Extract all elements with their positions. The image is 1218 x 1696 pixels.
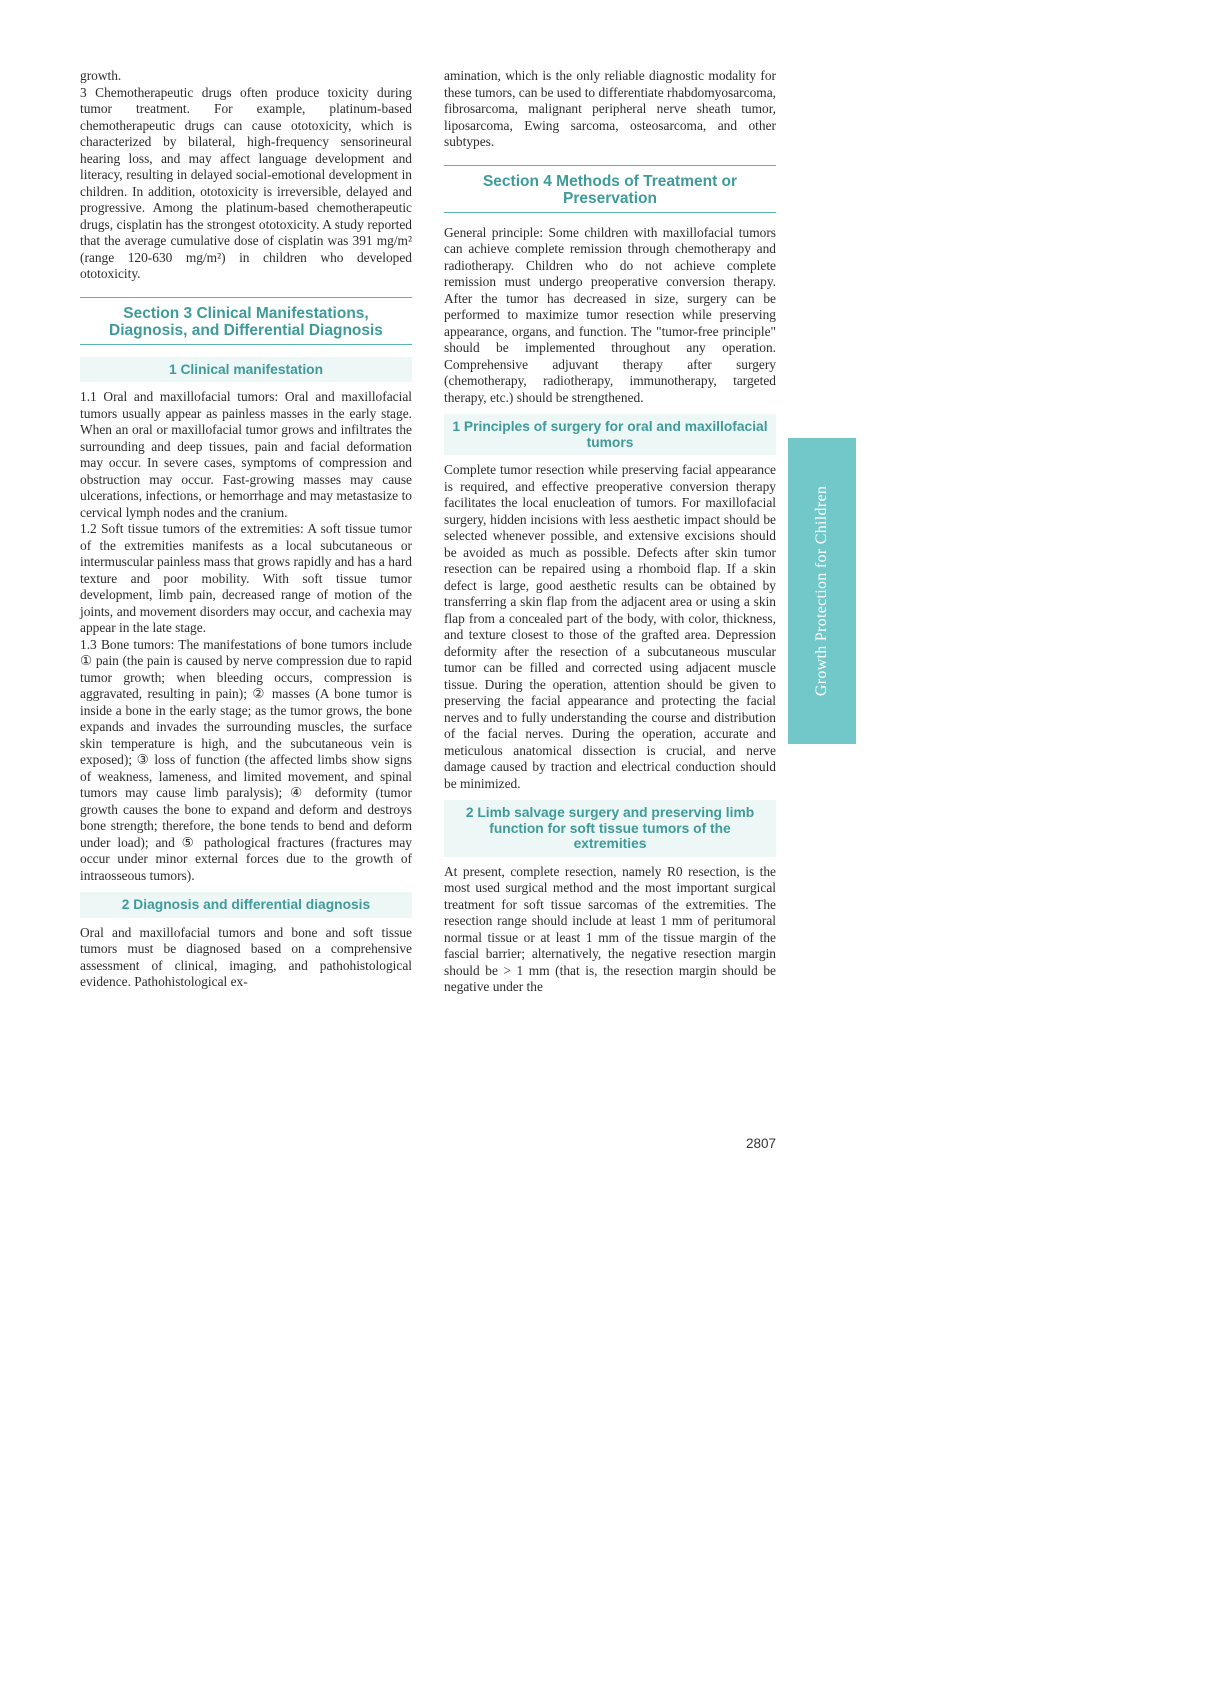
- section-4-heading: Section 4 Methods of Treatment or Preservation: [444, 165, 776, 213]
- paragraph-examination: amination, which is the only reliable diagnostic modality for these tumors, can be used to differentiate rhabdomyosarcoma, fibrosarcoma, malignant peripheral nerve sheath tumor, liposarcoma, Ewing sarcoma, osteosarcoma, and other subtypes.: [444, 68, 776, 149]
- paragraph-diagnosis: Oral and maxillofacial tumors and bone and soft tissue tumors must be diagnosed based on a comprehensive assessment of clinical, imaging, and pathohistological evidence. Pathohistological ex-: [80, 924, 412, 989]
- paragraph-general-principle: General principle: Some children with maxillofacial tumors can achieve complete remission through chemotherapy and radiotherapy. Children who do not achieve complete remission must undergo preoperative conversion therapy. After the tumor has decreased in size, surgery can be performed to maximize tumor resection while preserving appearance, organs, and function. The "tumor-free principle" should be implemented throughout any operation. Comprehensive adjuvant therapy after surgery (chemotherapy, radiotherapy, immunotherapy, targeted therapy, etc.) should be strengthened.: [444, 224, 776, 405]
- paragraph-oral-maxillofacial-tumors: 1.1 Oral and maxillofacial tumors: Oral and maxillofacial tumors usually appear as painless masses in the early stage. When an oral or maxillofacial tumor grows and infiltrates the surrounding and deep tissues, pain and facial deformation may occur. In severe cases, symptoms of compression and obstruction may occur. Fast-growing masses may cause ulcerations, infections, or hemorrhage and may metastasize to cervical lymph nodes and the cranium.: [80, 389, 412, 520]
- page-number: 2807: [745, 1136, 776, 1151]
- subheading-diagnosis: 2 Diagnosis and differential diagnosis: [80, 892, 412, 918]
- paragraph-growth: growth.: [80, 68, 122, 83]
- side-tab: [788, 438, 856, 744]
- left-column: [80, 68, 412, 991]
- subheading-limb-salvage: 2 Limb salvage surgery and preserving limb function for soft tissue tumors of the extremities: [444, 800, 776, 857]
- right-column: [444, 68, 776, 996]
- paragraph-r0-resection: At present, complete resection, namely R0 resection, is the most used surgical method and the most important surgical treatment for soft tissue sarcomas of the extremities. The resection range should include at least 1 mm of peritumoral normal tissue or at least 1 mm of the tissue margin of the fascial barrier; alternatively, the negative resection margin should be > 1 mm (that is, the resection margin should be negative under the: [444, 863, 776, 994]
- subheading-clinical-manifestation: 1 Clinical manifestation: [80, 357, 412, 383]
- paragraph-complete-resection: Complete tumor resection while preserving facial appearance is required, and effective preoperative conversion therapy facilitates the local enucleation of tumors. For maxillofacial surgery, hidden incisions with less aesthetic impact should be selected whenever possible, and extensive excisions should be avoided as much as possible. Defects after skin tumor resection can be repaired using a rhomboid flap. If a skin defect is large, good aesthetic results can be obtained by transferring a skin flap from the adjacent area or using a skin flap from a concealed part of the body, with color, thickness, and texture closest to those of the grafted area. Depression deformity after the resection of a subcutaneous muscular tumor can be filled and corrected using adjacent muscle tissue. During the operation, attention should be given to preserving the facial appearance and protecting the facial nerves and to fully understanding the course and distribution of the facial nerves. During the operation, accurate and meticulous anatomical dissection is crucial, and nerve damage caused by traction and electrical conduction should be minimized.: [444, 462, 776, 791]
- side-tab-label: Growth Protection for Children: [813, 485, 830, 697]
- subheading-surgery-principles: 1 Principles of surgery for oral and maxillofacial tumors: [444, 414, 776, 455]
- paragraph-soft-tissue-tumors: 1.2 Soft tissue tumors of the extremities: A soft tissue tumor of the extremities manifests as a local subcutaneous or intermuscular painless mass that grows rapidly and has a hard texture and poor mobility. With soft tissue tumor development, limb pain, decreased range of motion of the joints, and movement disorders may occur, and cachexia may appear in the late stage.: [80, 521, 412, 635]
- section-3-heading: Section 3 Clinical Manifestations, Diagnosis, and Differential Diagnosis: [80, 297, 412, 345]
- paragraph-chemotherapy-toxicity: 3 Chemotherapeutic drugs often produce toxicity during tumor treatment. For example, platinum-based chemotherapeutic drugs can cause ototoxicity, which is characterized by bilateral, high-frequency sensorineural hearing loss, and may affect language development and literacy, resulting in delayed social-emotional development in children. In addition, ototoxicity is irreversible, delayed and progressive. Among the platinum-based chemotherapeutic drugs, cisplatin has the strongest ototoxicity. A study reported that the average cumulative dose of cisplatin was 391 mg/m² (range 120-630 mg/m²) in children who developed ototoxicity.: [80, 84, 412, 281]
- paragraph-bone-tumors: 1.3 Bone tumors: The manifestations of bone tumors include ① pain (the pain is caused by nerve compression due to rapid tumor growth; when bleeding occurs, compression is aggravated, resulting in pain); ② masses (A bone tumor is inside a bone in the early stage; as the tumor grows, the bone expands and invades the surrounding muscles, the surface skin temperature is high, and the subcutaneous vein is exposed); ③ loss of function (the affected limbs show signs of weakness, lameness, and limited movement, and spinal tumors may cause limb paralysis); ④ deformity (tumor growth causes the bone to expand and deform and destroys bone strength; therefore, the bone tends to bend and deform under load); and ⑤ pathological fractures (fractures may occur under minor external forces due to the growth of intraosseous tumors).: [80, 636, 412, 883]
